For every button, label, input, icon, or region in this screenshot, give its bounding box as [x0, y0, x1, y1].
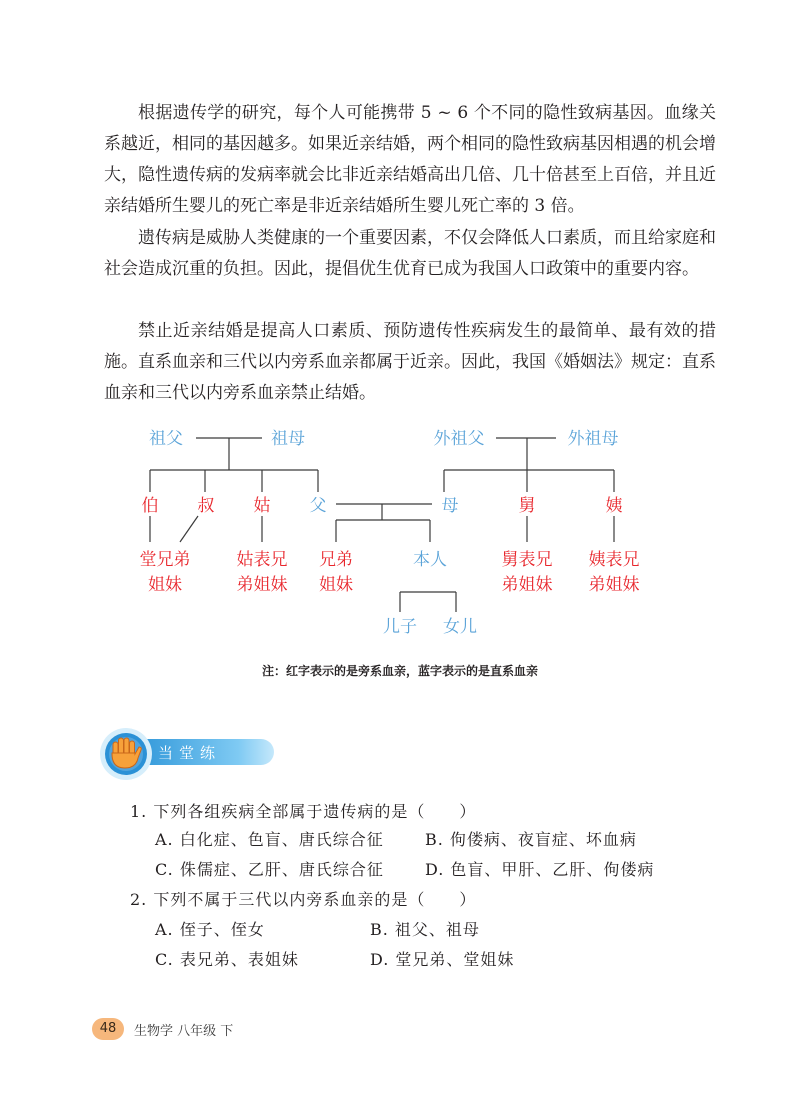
node-son: 儿子	[383, 617, 417, 637]
node-yibiao-cousins-line1: 姨表兄	[588, 550, 640, 570]
question-1-option-a[interactable]: A. 白化症、色盲、唐氏综合征	[155, 830, 384, 849]
question-2-stem: 2. 下列不属于三代以内旁系血亲的是（ ）	[130, 890, 477, 909]
question-1-option-c[interactable]: C. 侏儒症、乙肝、唐氏综合征	[155, 860, 384, 879]
node-jiubiao-cousins-line1: 舅表兄	[501, 550, 553, 570]
node-siblings-line2: 姐妹	[319, 575, 353, 595]
question-1-option-b[interactable]: B. 佝偻病、夜盲症、坏血病	[425, 830, 637, 849]
question-1-option-d[interactable]: D. 色盲、甲肝、乙肝、佝偻病	[425, 860, 655, 879]
node-jiu: 舅	[518, 496, 536, 516]
question-1-stem: 1. 下列各组疾病全部属于遗传病的是（ ）	[130, 802, 477, 821]
node-gu: 姑	[253, 496, 271, 516]
node-yibiao-cousins-line2: 弟姐妹	[588, 575, 640, 595]
node-daughter: 女儿	[443, 617, 477, 637]
node-shu: 叔	[197, 496, 215, 516]
node-grandfather: 祖父	[149, 429, 183, 449]
question-2-option-a[interactable]: A. 侄子、侄女	[155, 920, 265, 939]
node-mother: 母	[441, 496, 459, 516]
node-gubiao-cousins-line1: 姑表兄	[236, 550, 288, 570]
book-title: 生物学 八年级 下	[134, 1024, 234, 1039]
node-self: 本人	[413, 550, 447, 570]
node-maternal-grandmother: 外祖母	[567, 429, 619, 449]
node-yi: 姨	[605, 496, 623, 516]
hand-icon	[98, 726, 154, 782]
exercise-banner-title: 当堂练	[158, 744, 222, 762]
question-2-option-d[interactable]: D. 堂兄弟、堂姐妹	[370, 950, 515, 969]
node-jiubiao-cousins-line2: 弟姐妹	[501, 575, 553, 595]
node-bo: 伯	[141, 496, 159, 516]
paragraph-genetics-research: 根据遗传学的研究，每个人可能携带 5 ~ 6 个不同的隐性致病基因。血缘关系越近，相同的基因越多。如果近亲结婚，两个相同的隐性致病基因相遇的机会增大，隐性遗传病的发病率就会比非近亲结婚高出几倍、几十倍甚至上百倍，并且近亲结婚所生婴儿的死亡率是非近亲结婚所生婴儿死亡率的 3 倍。	[104, 103, 716, 216]
node-maternal-grandfather: 外祖父	[433, 429, 485, 449]
paragraph-hereditary-disease: 遗传病是威胁人类健康的一个重要因素，不仅会降低人口素质，而且给家庭和社会造成沉重的负担。因此，提倡优生优育已成为我国人口政策中的重要内容。	[104, 228, 716, 279]
node-grandmother: 祖母	[271, 429, 305, 449]
paragraph-marriage-law: 禁止近亲结婚是提高人口素质、预防遗传性疾病发生的最简单、最有效的措施。直系血亲和三代以内旁系血亲都属于近亲。因此，我国《婚姻法》规定：直系血亲和三代以内旁系血亲禁止结婚。	[104, 321, 716, 403]
node-tang-cousins-line2: 姐妹	[148, 575, 182, 595]
question-2-option-b[interactable]: B. 祖父、祖母	[370, 920, 480, 939]
exercise-banner	[98, 726, 288, 782]
node-tang-cousins-line1: 堂兄弟	[139, 550, 191, 570]
kinship-tree-diagram	[0, 420, 800, 650]
node-gubiao-cousins-line2: 弟姐妹	[236, 575, 288, 595]
page-number: 48	[92, 1018, 124, 1040]
node-siblings-line1: 兄弟	[319, 550, 353, 570]
node-father: 父	[309, 496, 327, 516]
diagram-note: 注：红字表示的是旁系血亲，蓝字表示的是直系血亲	[261, 664, 538, 678]
question-2-option-c[interactable]: C. 表兄弟、表姐妹	[155, 950, 299, 969]
